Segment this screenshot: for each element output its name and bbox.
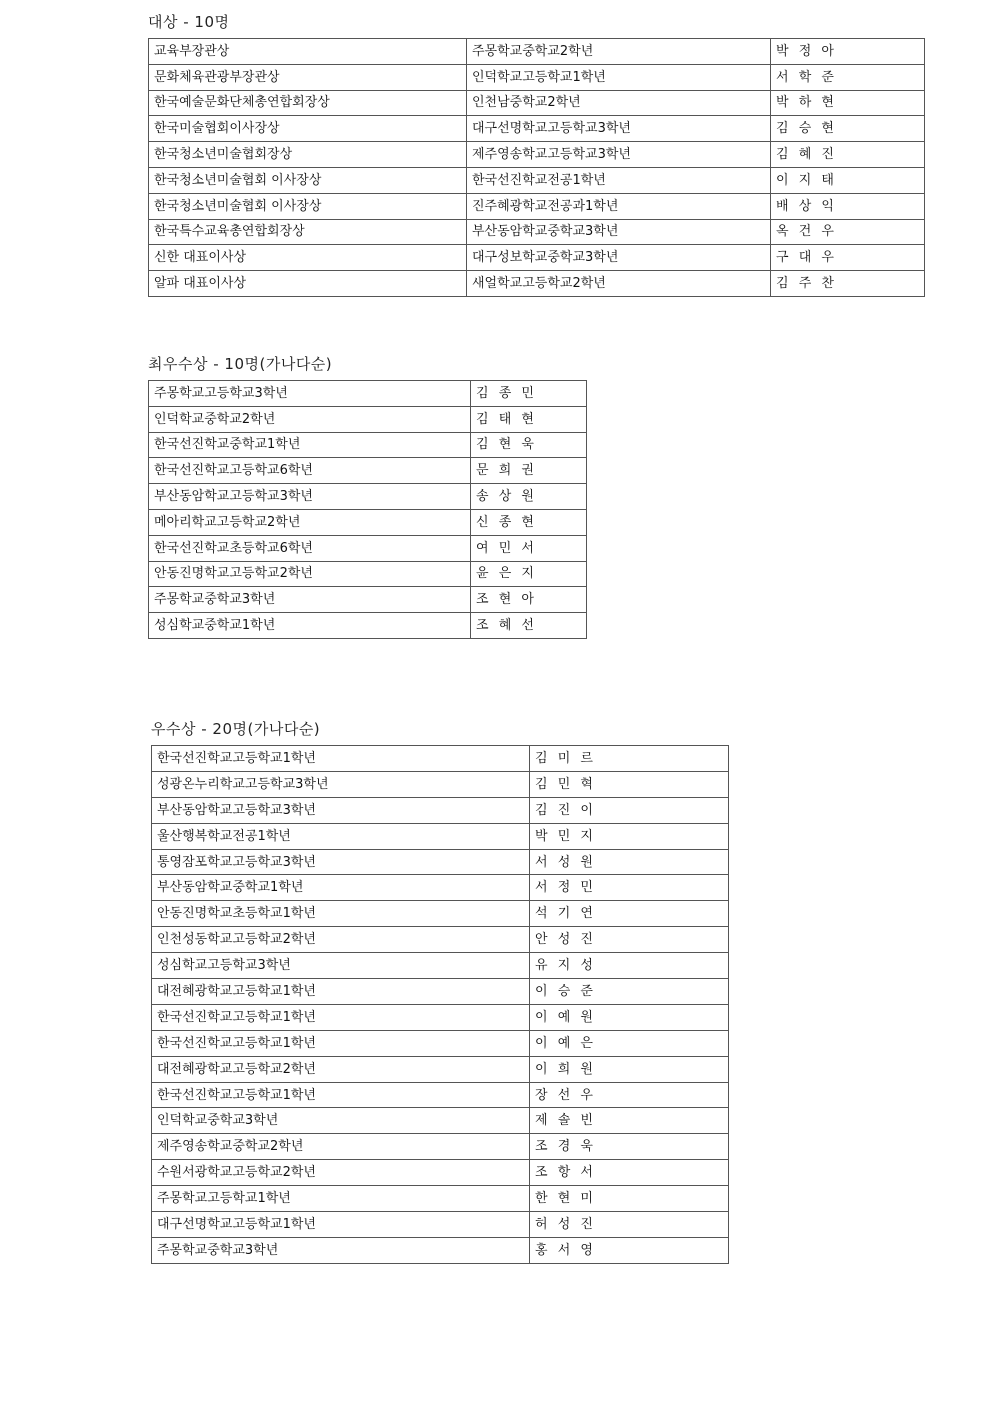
name-cell: 이 예 은 [530, 1030, 729, 1056]
table-row [152, 927, 729, 953]
table-row [149, 458, 587, 484]
table-row [149, 271, 925, 297]
name-cell: 윤 은 지 [471, 561, 587, 587]
name-cell: 김 민 혁 [530, 771, 729, 797]
table-row [152, 849, 729, 875]
section-title-grand-prize: 대상 - 10명 [148, 13, 230, 31]
school-cell: 인덕학교고등학교1학년 [467, 64, 771, 90]
school-cell: 대구선명학교고등학교3학년 [467, 116, 771, 142]
school-cell: 인천남중학교2학년 [467, 90, 771, 116]
table-row [149, 64, 925, 90]
school-cell: 통영잠포학교고등학교3학년 [152, 849, 530, 875]
table-row [149, 167, 925, 193]
name-cell: 김 미 르 [530, 746, 729, 772]
school-cell: 울산행복학교전공1학년 [152, 823, 530, 849]
school-cell: 인덕학교중학교3학년 [152, 1108, 530, 1134]
school-cell: 수원서광학교고등학교2학년 [152, 1160, 530, 1186]
name-cell: 이 승 준 [530, 979, 729, 1005]
table-row [152, 1004, 729, 1030]
table-row [152, 1160, 729, 1186]
school-cell: 주몽학교중학교3학년 [149, 587, 471, 613]
table-row [149, 484, 587, 510]
school-cell: 주몽학교중학교3학년 [152, 1237, 530, 1263]
table-row [152, 823, 729, 849]
table-row [149, 406, 587, 432]
school-cell: 한국선진학교중학교1학년 [149, 432, 471, 458]
school-cell: 대전혜광학교고등학교1학년 [152, 979, 530, 1005]
award-cell: 문화체육관광부장관상 [149, 64, 467, 90]
school-cell: 제주영송학교고등학교3학년 [467, 142, 771, 168]
school-cell: 주몽학교중학교2학년 [467, 39, 771, 65]
table-row [149, 193, 925, 219]
name-cell: 석 기 연 [530, 901, 729, 927]
section-title-merit-prize: 우수상 - 20명(가나다순) [151, 720, 321, 738]
school-cell: 안동진명학교초등학교1학년 [152, 901, 530, 927]
name-cell: 신 종 현 [471, 509, 587, 535]
school-cell: 주몽학교고등학교3학년 [149, 381, 471, 407]
school-cell: 한국선진학교고등학교1학년 [152, 1030, 530, 1056]
name-cell: 김 주 찬 [771, 271, 925, 297]
name-cell: 제 솔 빈 [530, 1108, 729, 1134]
table-row [149, 245, 925, 271]
name-cell: 김 태 현 [471, 406, 587, 432]
school-cell: 인천성동학교고등학교2학년 [152, 927, 530, 953]
school-cell: 진주혜광학교전공과1학년 [467, 193, 771, 219]
table-row [152, 746, 729, 772]
grand-prize-rows [149, 39, 925, 297]
school-cell: 대구선명학교고등학교1학년 [152, 1212, 530, 1238]
table-row [152, 1186, 729, 1212]
table-row [149, 587, 587, 613]
table-row [152, 875, 729, 901]
table-row [152, 1212, 729, 1238]
table-row [152, 953, 729, 979]
school-cell: 한국선진학교고등학교6학년 [149, 458, 471, 484]
table-row [149, 39, 925, 65]
school-cell: 주몽학교고등학교1학년 [152, 1186, 530, 1212]
name-cell: 조 혜 선 [471, 613, 587, 639]
school-cell: 성심학교고등학교3학년 [152, 953, 530, 979]
table-row [149, 219, 925, 245]
name-cell: 조 항 서 [530, 1160, 729, 1186]
table-row [152, 771, 729, 797]
school-cell: 부산동암학교중학교1학년 [152, 875, 530, 901]
name-cell: 이 지 태 [771, 167, 925, 193]
school-cell: 새얼학교고등학교2학년 [467, 271, 771, 297]
award-cell: 교육부장관상 [149, 39, 467, 65]
award-cell: 한국청소년미술협회 이사장상 [149, 167, 467, 193]
name-cell: 구 대 우 [771, 245, 925, 271]
table-row [149, 90, 925, 116]
name-cell: 안 성 진 [530, 927, 729, 953]
name-cell: 유 지 성 [530, 953, 729, 979]
table-row [149, 613, 587, 639]
name-cell: 문 희 권 [471, 458, 587, 484]
name-cell: 여 민 서 [471, 535, 587, 561]
school-cell: 한국선진학교고등학교1학년 [152, 1082, 530, 1108]
table-row [152, 901, 729, 927]
school-cell: 성심학교중학교1학년 [149, 613, 471, 639]
table-row [152, 797, 729, 823]
table-row [152, 1237, 729, 1263]
table-row [152, 1056, 729, 1082]
award-cell: 한국청소년미술협회장상 [149, 142, 467, 168]
merit-prize-rows [152, 746, 729, 1264]
table-row [149, 381, 587, 407]
table-row [149, 535, 587, 561]
name-cell: 서 정 민 [530, 875, 729, 901]
name-cell: 장 선 우 [530, 1082, 729, 1108]
table-row [149, 142, 925, 168]
name-cell: 홍 서 영 [530, 1237, 729, 1263]
table-row [152, 1134, 729, 1160]
name-cell: 허 성 진 [530, 1212, 729, 1238]
name-cell: 서 성 원 [530, 849, 729, 875]
school-cell: 한국선진학교고등학교1학년 [152, 746, 530, 772]
award-cell: 한국특수교육총연합회장상 [149, 219, 467, 245]
table-row [149, 561, 587, 587]
name-cell: 한 현 미 [530, 1186, 729, 1212]
school-cell: 한국선진학교고등학교1학년 [152, 1004, 530, 1030]
excellence-prize-table [148, 380, 587, 639]
school-cell: 한국선진학교전공1학년 [467, 167, 771, 193]
name-cell: 박 정 아 [771, 39, 925, 65]
name-cell: 서 학 준 [771, 64, 925, 90]
table-row [152, 1108, 729, 1134]
section-title-excellence-prize: 최우수상 - 10명(가나다순) [148, 355, 333, 373]
name-cell: 김 진 이 [530, 797, 729, 823]
name-cell: 조 현 아 [471, 587, 587, 613]
table-row [152, 1030, 729, 1056]
school-cell: 메아리학교고등학교2학년 [149, 509, 471, 535]
excellence-prize-rows [149, 381, 587, 639]
award-cell: 한국청소년미술협회 이사장상 [149, 193, 467, 219]
name-cell: 김 현 욱 [471, 432, 587, 458]
table-row [152, 979, 729, 1005]
school-cell: 부산동암학교고등학교3학년 [152, 797, 530, 823]
school-cell: 인덕학교중학교2학년 [149, 406, 471, 432]
school-cell: 안동진명학교고등학교2학년 [149, 561, 471, 587]
name-cell: 이 희 원 [530, 1056, 729, 1082]
table-row [149, 116, 925, 142]
name-cell: 김 혜 진 [771, 142, 925, 168]
name-cell: 배 상 익 [771, 193, 925, 219]
award-cell: 알파 대표이사상 [149, 271, 467, 297]
name-cell: 박 하 현 [771, 90, 925, 116]
award-cell: 신한 대표이사상 [149, 245, 467, 271]
name-cell: 박 민 지 [530, 823, 729, 849]
award-cell: 한국예술문화단체총연합회장상 [149, 90, 467, 116]
name-cell: 김 종 민 [471, 381, 587, 407]
merit-prize-table [151, 745, 729, 1264]
table-row [149, 509, 587, 535]
name-cell: 이 예 원 [530, 1004, 729, 1030]
name-cell: 조 경 욱 [530, 1134, 729, 1160]
award-cell: 한국미술협회이사장상 [149, 116, 467, 142]
table-row [149, 432, 587, 458]
table-row [152, 1082, 729, 1108]
school-cell: 성광온누리학교고등학교3학년 [152, 771, 530, 797]
school-cell: 부산동암학교고등학교3학년 [149, 484, 471, 510]
grand-prize-table [148, 38, 925, 297]
name-cell: 김 승 현 [771, 116, 925, 142]
school-cell: 대구성보학교중학교3학년 [467, 245, 771, 271]
school-cell: 대전혜광학교고등학교2학년 [152, 1056, 530, 1082]
school-cell: 제주영송학교중학교2학년 [152, 1134, 530, 1160]
name-cell: 송 상 원 [471, 484, 587, 510]
school-cell: 한국선진학교초등학교6학년 [149, 535, 471, 561]
name-cell: 옥 건 우 [771, 219, 925, 245]
school-cell: 부산동암학교중학교3학년 [467, 219, 771, 245]
